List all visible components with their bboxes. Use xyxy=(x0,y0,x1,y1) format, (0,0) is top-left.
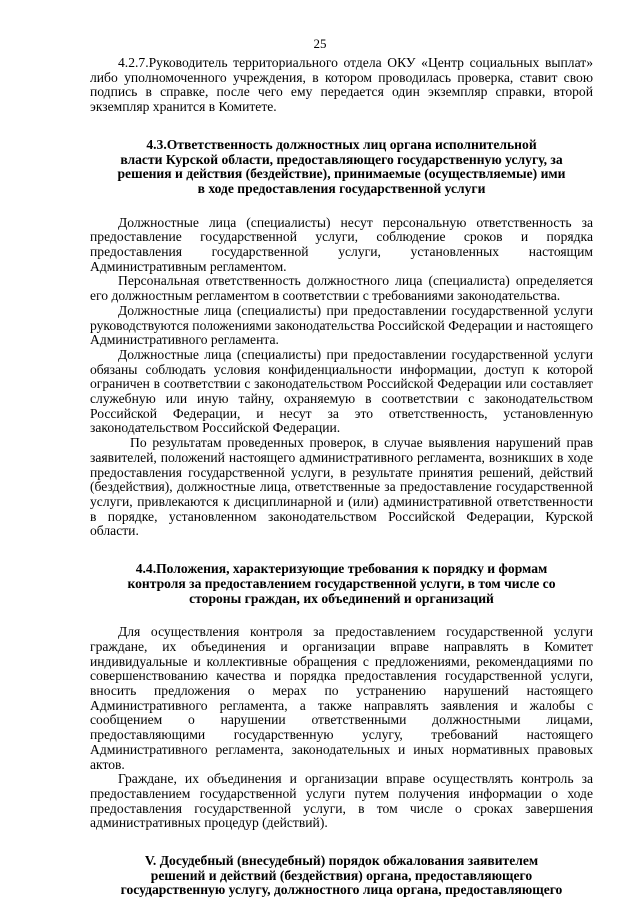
heading-line: контроля за предоставлением государственной услуги, в том числе со xyxy=(127,575,556,591)
section-heading-v xyxy=(90,854,593,898)
paragraph-4-3-3: Должностные лица (специалисты) при предоставлении государственной услуги руководствуются положениями законодательства Российской Федерации и настоящего Административного регламента. xyxy=(90,302,593,348)
paragraph-4-3-5: По результатам проведенных проверок, в случае выявления нарушений прав заявителей, положений настоящего административного регламента, возникших в ходе предоставления государственной услуги, в результате принятия решений, действий (бездействия), должностные лица, ответственные за предоставление государственной услуги, привлекаются к дисциплинарной и (или) административной ответственности в порядке, установленном законодательством Российской Федерации, Курской области. xyxy=(90,435,593,539)
paragraph-4-3-2: Персональная ответственность должностного лица (специалиста) определяется его должностным регламентом в соответствии с требованиями законодательства. xyxy=(90,273,593,304)
heading-line: в ходе предоставления государственной услуги xyxy=(197,180,486,196)
paragraph-4-4-2: Граждане, их объединения и организации вправе осуществлять контроль за предоставлением государственной услуги путем получения информации о ходе предоставления государственной услуги, в том числе о сроках завершения административных процедур (действий). xyxy=(90,771,593,831)
page-content xyxy=(90,56,593,898)
heading-line: V. Досудебный (внесудебный) порядок обжалования заявителем xyxy=(144,853,539,869)
heading-line: решения и действия (бездействие), принимаемые (осуществляемые) ими xyxy=(117,166,566,182)
paragraph-4-2-7: 4.2.7.Руководитель территориального отдела ОКУ «Центр социальных выплат» либо уполномоченного учреждения, в котором проводилась проверка, ставит свою подпись в справке, после чего ему передается один экземпляр справки, второй экземпляр хранится в Комитете. xyxy=(90,55,593,115)
page-number: 25 xyxy=(313,36,327,51)
paragraph-4-3-1: Должностные лица (специалисты) несут персональную ответственность за предоставление государственной услуги, соблюдение сроков и порядка предоставления государственной услуги, установленных настоящим Административным регламентом. xyxy=(90,214,593,274)
section-heading-4-3 xyxy=(90,138,593,197)
paragraph-4-4-1: Для осуществления контроля за предоставлением государственной услуги граждане, их объединения и организации вправе направлять в Комитет индивидуальные и коллективные обращения с предложениями, рекомендациями по совершенствованию качества и порядка предоставления государственной услуги, вносить предложения о мерах по устранению нарушений настоящего Административного регламента, а также направлять заявления и жалобы с сообщением о нарушении ответственными должностными лицами, предоставляющими государственную услугу, требований настоящего Административного регламента, законодательных и иных нормативных правовых актов. xyxy=(90,624,593,772)
paragraph-4-3-4: Должностные лица (специалисты) при предоставлении государственной услуги обязаны соблюдать условия конфиденциальности информации, доступ к которой ограничен в соответствии с законодательством Российской Федерации или составляет служебную или иную тайну, охраняемую в соответствии с законодательством Российской Федерации, и несут за это ответственность, установленную законодательством Российской Федерации. xyxy=(90,346,593,436)
heading-line: 4.4.Положения, характеризующие требования к порядку и формам xyxy=(135,561,548,577)
section-heading-4-4 xyxy=(90,562,593,606)
heading-line: стороны граждан, их объединений и организаций xyxy=(189,590,494,606)
heading-line: 4.3.Ответственность должностных лиц органа исполнительной xyxy=(146,136,537,152)
heading-line: решений и действий (бездействия) органа, предоставляющего xyxy=(150,867,533,883)
heading-line: власти Курской области, предоставляющего государственную услугу, за xyxy=(120,151,563,167)
heading-line: государственную услугу, должностного лица органа, предоставляющего xyxy=(120,882,563,898)
